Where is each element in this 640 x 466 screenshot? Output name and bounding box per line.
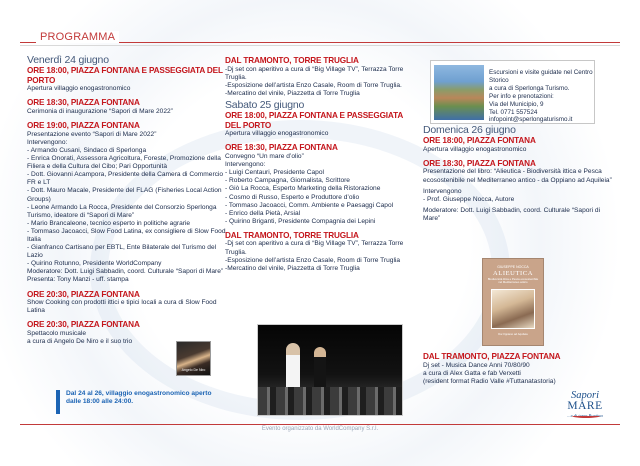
speakers-label: Intervengono: xyxy=(225,161,266,169)
book-illustration xyxy=(491,289,535,329)
event-line: -Dj set con aperitivo a cura di “Big Village TV”, Terrazza Torre Truglia. xyxy=(225,65,404,81)
event-line: (resident format Radio Valle #Tuttanatastoria) xyxy=(423,377,556,385)
speaker-line: - Armando Cusani, Sindaco di Sperlonga xyxy=(27,146,147,154)
day-heading-sunday: Domenica 26 giugno xyxy=(423,124,516,136)
event-text: Apertura villaggio enogastronomico xyxy=(27,85,131,93)
logo-line2: MARE xyxy=(567,400,603,412)
book-title: ALIEUTICA xyxy=(492,270,534,277)
village-opening-notice: Dal 24 al 26, villaggio enogastronomico aperto dalle 18:00 alle 24:00. xyxy=(56,390,224,414)
bottom-divider xyxy=(20,424,620,425)
orchestra-figure xyxy=(258,387,402,415)
event-line: -Esposizione dell’artista Enzo Casale, Room di Torre Truglia xyxy=(225,256,401,264)
speaker-line: - Luigi Centauri, Presidente Capol xyxy=(225,169,324,177)
tourism-info xyxy=(489,69,594,124)
column-friday xyxy=(27,56,227,346)
event-intro: Presentazione del libro: “Alieutica - Biodiversità ittica e Pesca ecosostenibile nel Mediterraneo antico - da Oppiano ad Aquileia” xyxy=(423,168,612,184)
event-intro: Presentazione evento “Sapori di Mare 2022” xyxy=(27,130,157,138)
event-line: -Mercatino del vinile, Piazzetta di Torre Truglia xyxy=(225,264,360,272)
event-line: a cura di Alex Gatta e fab Verxetti xyxy=(423,369,521,377)
event-title: DAL TRAMONTO, TORRE TRUGLIA xyxy=(225,230,359,240)
event-line: -Esposizione dell’artista Enzo Casale, Room di Torre Truglia. xyxy=(225,81,402,89)
concert-photo xyxy=(257,324,403,416)
speaker-line: - Cosmo di Russo, Esperto e Produttore d’olio xyxy=(225,193,360,201)
event-title: DAL TRAMONTO, PIAZZA FONTANA xyxy=(423,352,561,361)
event-title: DAL TRAMONTO, TORRE TRUGLIA xyxy=(225,56,359,65)
event-text: Show Cooking con prodotti ittici e tipici locali a cura di Slow Food Latina xyxy=(27,299,217,315)
speakers-label: Intervengono xyxy=(423,187,462,195)
musician-photo-caption: Angelo De Niro xyxy=(181,368,206,372)
book-tagline: Da Oppiano ad Aquileia xyxy=(498,331,528,336)
tourism-line: Tel. 0771 557524 xyxy=(489,108,538,116)
day-heading-friday: Venerdì 24 giugno xyxy=(27,54,109,66)
column-sunday xyxy=(423,126,619,223)
event-title: ORE 18:30, PIAZZA FONTANA xyxy=(225,143,338,153)
event-title: ORE 20:30, PIAZZA FONTANA xyxy=(27,320,140,330)
event-text: Cerimonia di inaugurazione “Sapori di Mare 2022” xyxy=(27,108,173,116)
tourism-line: Per info e prenotazioni: xyxy=(489,92,554,100)
speaker-line: - Quirino Rotunno, Presidente WorldCompany xyxy=(27,260,162,268)
speaker-line: - Giò La Rocca, Esperto Marketing della Ristorazione xyxy=(225,185,381,193)
event-title: ORE 18:30, PIAZZA FONTANA xyxy=(423,158,536,168)
speaker-line: - Leone Armando La Rocca, Presidente del Consorzio Sperlonga Turismo, ideatore di “Sapori di Mare” xyxy=(27,203,217,219)
event-text: a cura di Angelo De Niro e il suo trio xyxy=(27,338,133,346)
sunday-evening xyxy=(423,350,619,386)
sperlonga-photo xyxy=(434,65,484,120)
top-divider-secondary xyxy=(20,45,620,46)
speaker-line: - Tommaso Jacoacci, Slow Food Latina, ex consigliere di Slow Food Italia xyxy=(27,227,226,243)
speakers-label: Intervengono: xyxy=(27,138,68,146)
speaker-line: - Prof. Giuseppe Nocca, Autore xyxy=(423,195,515,203)
logo-line3: ...e di terra Pontina xyxy=(567,413,603,418)
tourism-email[interactable]: infopoint@sperlongaturismo.it xyxy=(489,116,573,124)
moderator-line: Moderatore: Dott. Luigi Sabbadin, coord. Culturale “Sapori di Mare” xyxy=(27,268,224,276)
tourism-info-box xyxy=(430,60,595,124)
event-line: -Dj set con aperitivo a cura di “Big Village TV”, Terrazza Torre Truglia. xyxy=(225,240,404,256)
tourism-line: Via del Municipio, 9 xyxy=(489,100,544,108)
event-text: Apertura villaggio enogastronomico xyxy=(423,145,527,153)
book-subtitle: Biodiversità ittica e Pesca ecosostenibile nel Mediterraneo antico xyxy=(487,277,539,285)
presenter-line: Presenta: Tony Manzi - uff. stampa xyxy=(27,276,129,284)
speaker-line: - Dott. Giovanni Acampora, Presidente della Camera di Commercio FR e LT xyxy=(27,171,224,187)
event-line: Dj set - Musica Dance Anni 70/80/90 xyxy=(423,361,530,369)
speaker-line: - Roberto Campagna, Giornalista, Scrittore xyxy=(225,177,350,185)
speaker-line: - Quirino Briganti, Presidente Compagnia dei Lepini xyxy=(225,217,376,225)
speaker-line: - Enrico della Pietà, Arsial xyxy=(225,209,301,217)
event-title: ORE 20:30, PIAZZA FONTANA xyxy=(27,289,140,299)
speaker-line: - Mario Brancaleone, tecnico esperto in politiche agrarie xyxy=(27,219,191,227)
day-heading-saturday: Sabato 25 giugno xyxy=(225,98,305,111)
event-title: ORE 19:00, PIAZZA FONTANA xyxy=(27,121,140,131)
speaker-line: - Dott. Mauro Macale, Presidente del FLAG (Fisheries Local Action Groups) xyxy=(27,187,222,203)
tourism-line: Escursioni e visite guidate nel Centro Storico xyxy=(489,69,593,84)
logo-line1: Sapori xyxy=(570,390,599,401)
event-title: ORE 18:00, PIAZZA FONTANA E PASSEGGIATA DEL PORTO xyxy=(27,66,223,85)
book-cover xyxy=(482,258,544,346)
event-intro: Convegno “Un mare d’olio” xyxy=(225,153,304,161)
moderator-line: Moderatore: Dott. Luigi Sabbadin, coord. Culturale “Sapori di Mare” xyxy=(423,206,601,222)
book-author: GIUSEPPE NOCCA xyxy=(497,265,529,269)
event-title: ORE 18:00, PIAZZA FONTANA E PASSEGGIATA DEL PORTO xyxy=(225,111,403,130)
tourism-line: a cura di Sperlonga Turismo. xyxy=(489,84,570,92)
event-text: Apertura villaggio enogastronomico xyxy=(225,130,329,138)
logo-wave-icon xyxy=(572,414,600,418)
event-line: -Mercatino del vinile, Piazzetta di Torre Truglia xyxy=(225,89,360,97)
event-title: ORE 18:00, PIAZZA FONTANA xyxy=(423,136,536,146)
program-title: PROGRAMMA xyxy=(36,31,119,43)
speaker-line: - Tommaso Jacoacci, Comm. Ambiente e Paesaggi Capol xyxy=(225,201,394,209)
speaker-line: - Enrica Onorati, Assessora Agricoltura, Foreste, Promozione della Filiera e della Cultura del Cibo; Pari Opportunità xyxy=(27,155,221,171)
column-saturday xyxy=(225,54,420,273)
event-text: Spettacolo musicale xyxy=(27,329,87,337)
event-title: ORE 18:30, PIAZZA FONTANA xyxy=(27,98,140,108)
speaker-line: - Gianfranco Cartisano per EBTL, Ente Bilaterale del Turismo del Lazio xyxy=(27,244,217,260)
footer-organizer: Evento organizzato da WorldCompany S.r.l. xyxy=(261,426,379,432)
